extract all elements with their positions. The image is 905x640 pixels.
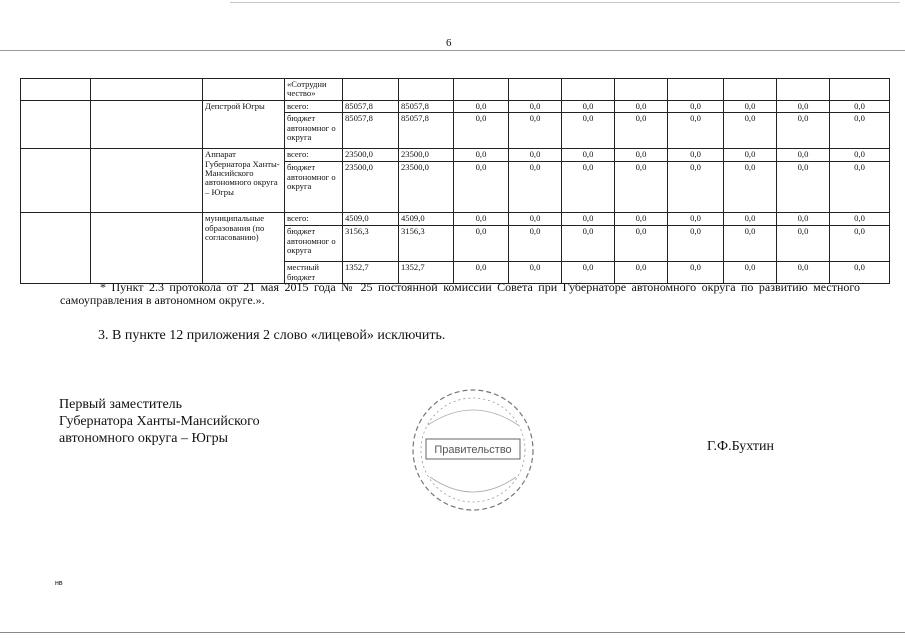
paragraph-item-3: 3. В пункте 12 приложения 2 слово «лицевой» исключить. xyxy=(98,328,446,343)
signer-name: Г.Ф.Бухтин xyxy=(707,439,775,454)
cell-amount: 0,0 xyxy=(830,100,890,112)
cell-amount: 23500,0 xyxy=(343,149,399,162)
cell-funding-source: всего: xyxy=(285,100,343,112)
cell-amount: 0,0 xyxy=(668,226,724,262)
cell-amount xyxy=(399,79,454,101)
cell-amount: 85057,8 xyxy=(343,113,399,149)
cell-amount: 0,0 xyxy=(830,162,890,213)
cell-program-blank xyxy=(21,213,91,284)
cell-amount: 0,0 xyxy=(668,113,724,149)
cell-amount xyxy=(830,79,890,101)
cell-amount: 0,0 xyxy=(777,213,830,226)
cell-amount: 0,0 xyxy=(668,213,724,226)
cell-amount: 0,0 xyxy=(454,149,509,162)
cell-amount: 4509,0 xyxy=(399,213,454,226)
seal-text: Правительство xyxy=(434,444,512,456)
cell-amount: 0,0 xyxy=(777,162,830,213)
cell-amount: 85057,8 xyxy=(399,113,454,149)
cell-amount: 3156,3 xyxy=(343,226,399,262)
cell-executor: Депстрой Югры xyxy=(203,100,285,148)
cell-amount: 0,0 xyxy=(562,213,615,226)
cell-amount: 0,0 xyxy=(509,226,562,262)
cell-amount: 85057,8 xyxy=(399,100,454,112)
cell-amount: 0,0 xyxy=(615,226,668,262)
cell-amount: 0,0 xyxy=(562,162,615,213)
cell-amount: 0,0 xyxy=(668,149,724,162)
cell-amount: 0,0 xyxy=(615,213,668,226)
cell-amount: 0,0 xyxy=(668,162,724,213)
cell-amount: 85057,8 xyxy=(343,100,399,112)
cell-amount: 0,0 xyxy=(615,100,668,112)
cell-amount: 0,0 xyxy=(509,162,562,213)
cell-amount: 0,0 xyxy=(830,113,890,149)
scan-artifact-line xyxy=(0,50,905,51)
cell-amount: 0,0 xyxy=(509,262,562,284)
cell-amount: 0,0 xyxy=(454,213,509,226)
table-row xyxy=(21,213,890,226)
scan-artifact-bottom xyxy=(0,632,905,633)
cell-amount: 0,0 xyxy=(777,226,830,262)
cell-funding-source: всего: xyxy=(285,213,343,226)
cell-amount: 0,0 xyxy=(615,162,668,213)
cell-amount xyxy=(615,79,668,101)
cell-blank xyxy=(91,213,203,284)
cell-amount: 0,0 xyxy=(454,113,509,149)
cell-amount: 0,0 xyxy=(615,262,668,284)
cell-amount: 0,0 xyxy=(830,149,890,162)
footnote: * Пункт 2.3 протокола от 21 мая 2015 года № 25 постоянной комиссии Совета при Губернаторе автономного округа по развитию местного самоуправления в автономном округе.». xyxy=(60,280,860,307)
cell-amount xyxy=(343,79,399,101)
cell-amount: 0,0 xyxy=(454,262,509,284)
cell-amount: 0,0 xyxy=(615,149,668,162)
table-row xyxy=(21,149,890,162)
cell-funding-source: бюджет автономног о округа xyxy=(285,113,343,149)
cell-amount: 0,0 xyxy=(724,100,777,112)
cell-executor: Аппарат Губернатора Ханты-Мансийского автономного округа – Югры xyxy=(203,149,285,213)
cell-amount: 23500,0 xyxy=(399,162,454,213)
cell-amount: 0,0 xyxy=(724,149,777,162)
cell-amount: 4509,0 xyxy=(343,213,399,226)
cell-amount: 0,0 xyxy=(615,113,668,149)
cell-amount xyxy=(454,79,509,101)
cell-amount: 1352,7 xyxy=(399,262,454,284)
executor-initials: нв xyxy=(55,580,63,587)
cell-funding-source: бюджет автономног о округа xyxy=(285,162,343,213)
cell-amount: 0,0 xyxy=(562,149,615,162)
cell-amount: 0,0 xyxy=(724,262,777,284)
cell-amount: 23500,0 xyxy=(399,149,454,162)
cell-amount: 0,0 xyxy=(830,213,890,226)
cell-amount xyxy=(724,79,777,101)
cell-funding-source: «Сотрудни чество» xyxy=(285,79,343,101)
cell-amount: 0,0 xyxy=(777,149,830,162)
cell-funding-source: местный бюджет xyxy=(285,262,343,284)
cell-amount: 0,0 xyxy=(509,149,562,162)
cell-amount: 0,0 xyxy=(562,226,615,262)
cell-amount: 0,0 xyxy=(668,262,724,284)
cell-amount: 0,0 xyxy=(509,213,562,226)
cell-program-blank xyxy=(21,79,91,101)
cell-amount: 0,0 xyxy=(562,262,615,284)
cell-amount: 1352,7 xyxy=(343,262,399,284)
cell-amount xyxy=(668,79,724,101)
cell-amount: 0,0 xyxy=(454,100,509,112)
cell-executor: муниципальные образования (по согласованию) xyxy=(203,213,285,284)
cell-amount: 0,0 xyxy=(724,226,777,262)
cell-amount: 0,0 xyxy=(562,100,615,112)
signer-position-line: автономного округа – Югры xyxy=(59,431,228,446)
cell-amount: 0,0 xyxy=(724,162,777,213)
cell-amount: 0,0 xyxy=(509,100,562,112)
cell-amount: 3156,3 xyxy=(399,226,454,262)
scan-artifact-top xyxy=(230,2,900,3)
cell-program-blank xyxy=(21,149,91,213)
signer-position-line: Губернатора Ханты-Мансийского xyxy=(59,414,260,429)
cell-blank xyxy=(91,79,203,101)
budget-table xyxy=(20,78,890,284)
cell-amount: 0,0 xyxy=(562,113,615,149)
cell-amount xyxy=(562,79,615,101)
cell-amount: 0,0 xyxy=(509,113,562,149)
table-row xyxy=(21,79,890,101)
cell-amount: 0,0 xyxy=(777,100,830,112)
cell-amount: 0,0 xyxy=(777,262,830,284)
signer-position xyxy=(59,396,260,447)
cell-blank xyxy=(91,100,203,148)
cell-amount: 0,0 xyxy=(454,162,509,213)
cell-blank xyxy=(91,149,203,213)
cell-funding-source: всего: xyxy=(285,149,343,162)
cell-funding-source: бюджет автономног о округа xyxy=(285,226,343,262)
cell-amount: 0,0 xyxy=(454,226,509,262)
cell-program-blank xyxy=(21,100,91,148)
cell-amount: 23500,0 xyxy=(343,162,399,213)
page-number: 6 xyxy=(446,37,452,49)
cell-amount: 0,0 xyxy=(830,262,890,284)
cell-amount: 0,0 xyxy=(668,100,724,112)
table-row xyxy=(21,100,890,112)
cell-executor xyxy=(203,79,285,101)
cell-amount: 0,0 xyxy=(724,113,777,149)
cell-amount: 0,0 xyxy=(724,213,777,226)
cell-amount xyxy=(509,79,562,101)
cell-amount: 0,0 xyxy=(777,113,830,149)
signer-position-line: Первый заместитель xyxy=(59,397,183,412)
cell-amount xyxy=(777,79,830,101)
official-seal-stamp xyxy=(408,385,538,515)
cell-amount: 0,0 xyxy=(830,226,890,262)
